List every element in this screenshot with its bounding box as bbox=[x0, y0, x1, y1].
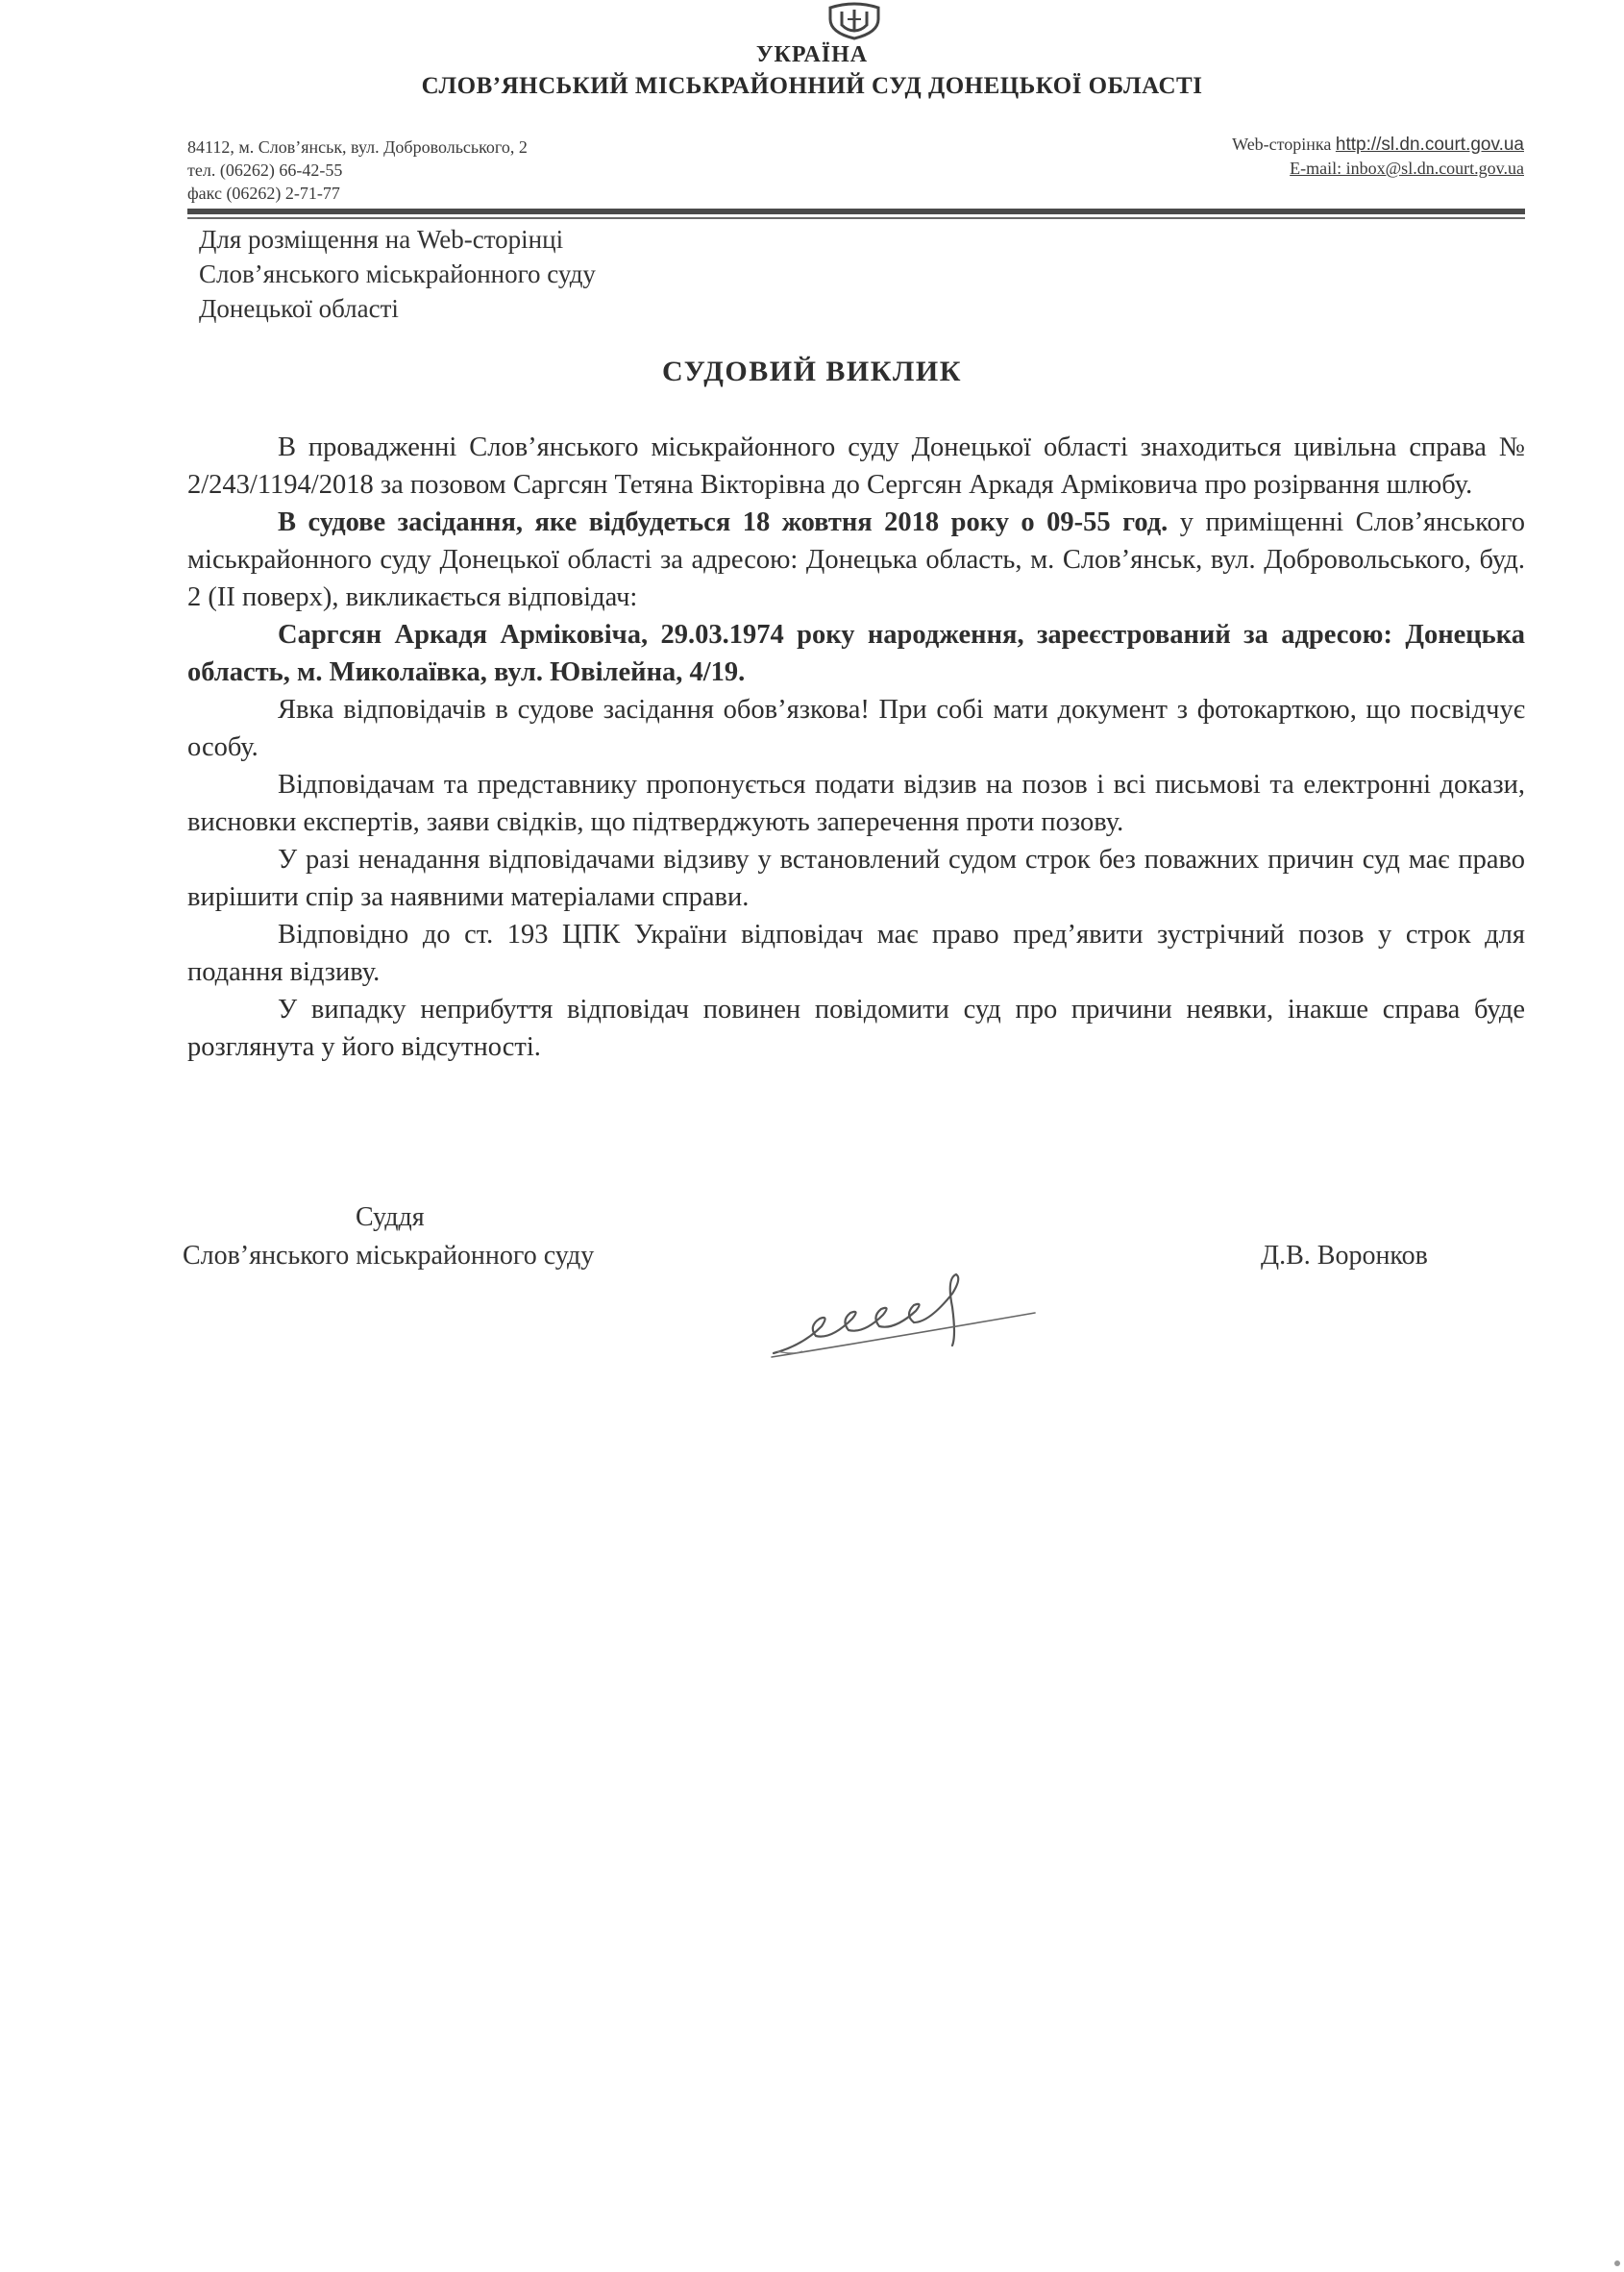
header-divider bbox=[187, 209, 1525, 214]
handwritten-signature-icon bbox=[764, 1240, 1043, 1384]
body-paragraph: У разі ненадання відповідачами відзиву у встановлений судом строк без поважних причин суд має право вирішити спір за наявними матеріалами справи. bbox=[187, 845, 1525, 912]
body-paragraph: Явка відповідачів в судове засідання обов’язкова! При собі мати документ з фотокарткою, що посвідчує особу. bbox=[187, 695, 1525, 762]
trident-emblem-icon bbox=[824, 2, 884, 40]
document-title: СУДОВИЙ ВИКЛИК bbox=[662, 356, 962, 387]
placement-line: Для розміщення на Web-сторінці bbox=[199, 225, 564, 254]
web-label: Web-сторінка bbox=[1232, 135, 1332, 154]
court-fax: факс (06262) 2-71-77 bbox=[187, 184, 340, 203]
court-contacts bbox=[187, 136, 528, 205]
defendant-details: Саргсян Аркадя Арміковіча, 29.03.1974 року народження, зареєстрований за адресою: Донецька область, м. Миколаївка, вул. Ювілейна, 4/19. bbox=[187, 620, 1525, 687]
judge-name: Д.В. Воронков bbox=[1261, 1241, 1428, 1271]
header-divider-thin bbox=[187, 217, 1525, 219]
court-phone: тел. (06262) 66-42-55 bbox=[187, 161, 343, 180]
email-link[interactable]: E-mail: inbox@sl.dn.court.gov.ua bbox=[1290, 159, 1524, 178]
court-address: 84112, м. Слов’янськ, вул. Добровольського, 2 bbox=[187, 137, 528, 157]
summons-body bbox=[187, 429, 1525, 1066]
judge-court: Слов’янського міськрайонного суду bbox=[183, 1241, 595, 1271]
court-web-contacts bbox=[1232, 133, 1524, 180]
body-paragraph bbox=[187, 616, 1525, 691]
placement-line: Слов’янського міськрайонного суду bbox=[199, 259, 596, 288]
court-name-heading: СЛОВ’ЯНСЬКИЙ МІСЬКРАЙОННИЙ СУД ДОНЕЦЬКОЇ ОБЛАСТІ bbox=[421, 73, 1203, 99]
body-paragraph: Відповідно до ст. 193 ЦПК України відповідач має право пред’явити зустрічний позов у строк для подання відзиву. bbox=[187, 920, 1525, 987]
scan-mark bbox=[1614, 2260, 1620, 2266]
body-paragraph: Відповідачам та представнику пропонується подати відзив на позов і всі письмові та електронні докази, висновки експертів, заяви свідків, що підтверджують заперечення проти позову. bbox=[187, 770, 1525, 837]
hearing-date-bold: В судове засідання, яке відбудеться 18 жовтня 2018 року о 09-55 год. bbox=[278, 507, 1169, 537]
country-heading: УКРАЇНА bbox=[755, 42, 869, 67]
web-url-link[interactable]: http://sl.dn.court.gov.ua bbox=[1335, 135, 1524, 155]
placement-note bbox=[199, 222, 596, 326]
placement-line: Донецької області bbox=[199, 294, 399, 323]
body-paragraph bbox=[187, 504, 1525, 616]
judge-role: Суддя bbox=[356, 1202, 425, 1232]
body-paragraph: В провадженні Слов’янського міськрайонного суду Донецької області знаходиться цивільна справа № 2/243/1194/2018 за позовом Саргсян Тетяна Вікторівна до Сергсян Аркадя Арміковича про розірвання шлюбу. bbox=[187, 432, 1525, 500]
body-paragraph: У випадку неприбуття відповідач повинен повідомити суд про причини неявки, інакше справа буде розглянута у його відсутності. bbox=[187, 995, 1525, 1062]
hearing-location: у приміщенні Слов’янського міськрайонного суду Донецької області за адресою: Донецька область, м. Слов’янськ, вул. Добровольського, буд. 2 (ІІ поверх), викликається відповідач: bbox=[187, 507, 1525, 612]
